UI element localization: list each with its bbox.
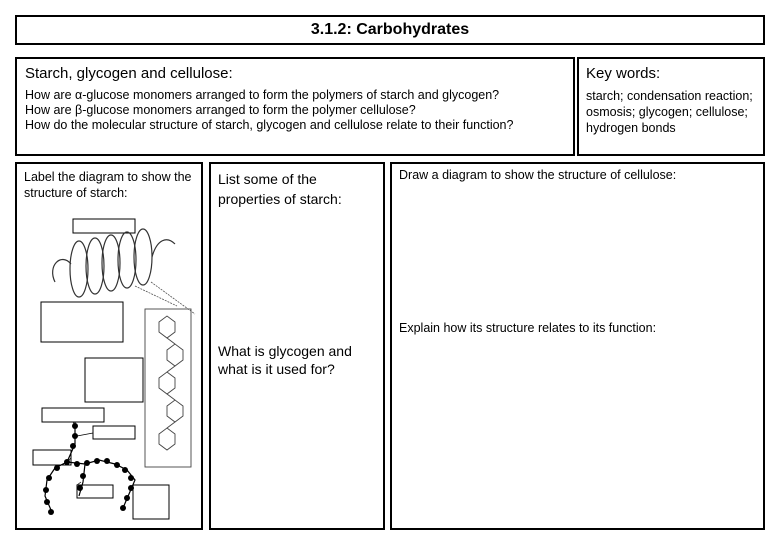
page-title: 3.1.2: Carbohydrates xyxy=(15,15,765,45)
intro-heading: Starch, glycogen and cellulose: xyxy=(25,65,233,82)
keywords-list: starch; condensation reaction; osmosis; glycogen; cellulose; hydrogen bonds xyxy=(586,89,753,135)
label-blank-3[interactable] xyxy=(85,358,143,402)
properties-panel xyxy=(209,162,385,530)
question-2: How are β-glucose monomers arranged to form the polymer cellulose? xyxy=(25,103,416,117)
starch-diagram xyxy=(17,164,205,532)
question-1: How are α-glucose monomers arranged to form the polymers of starch and glycogen? xyxy=(25,88,500,102)
intro-panel xyxy=(15,57,575,156)
keywords-panel xyxy=(577,57,765,156)
starch-instruction: Label the diagram to show the structure of starch: xyxy=(24,170,192,200)
label-blank-8[interactable] xyxy=(133,485,169,519)
label-blank-4[interactable] xyxy=(42,408,104,422)
keywords-heading: Key words: xyxy=(586,65,661,82)
amylose-helix xyxy=(53,229,175,297)
label-blank-1[interactable] xyxy=(73,219,135,233)
glycogen-prompt: What is glycogen and what is it used for? xyxy=(218,343,352,377)
cellulose-draw-prompt: Draw a diagram to show the structure of cellulose: xyxy=(399,168,677,182)
cellulose-explain-prompt: Explain how its structure relates to its function: xyxy=(399,321,657,335)
cellulose-panel xyxy=(390,162,765,530)
label-blank-5[interactable] xyxy=(93,426,135,439)
question-3: How do the molecular structure of starch, glycogen and cellulose relate to their function? xyxy=(25,118,514,132)
starch-diagram-panel xyxy=(15,162,203,530)
glucose-chain xyxy=(145,309,191,467)
starch-properties-prompt: List some of the properties of starch: xyxy=(218,171,342,207)
label-blank-2[interactable] xyxy=(41,302,123,342)
